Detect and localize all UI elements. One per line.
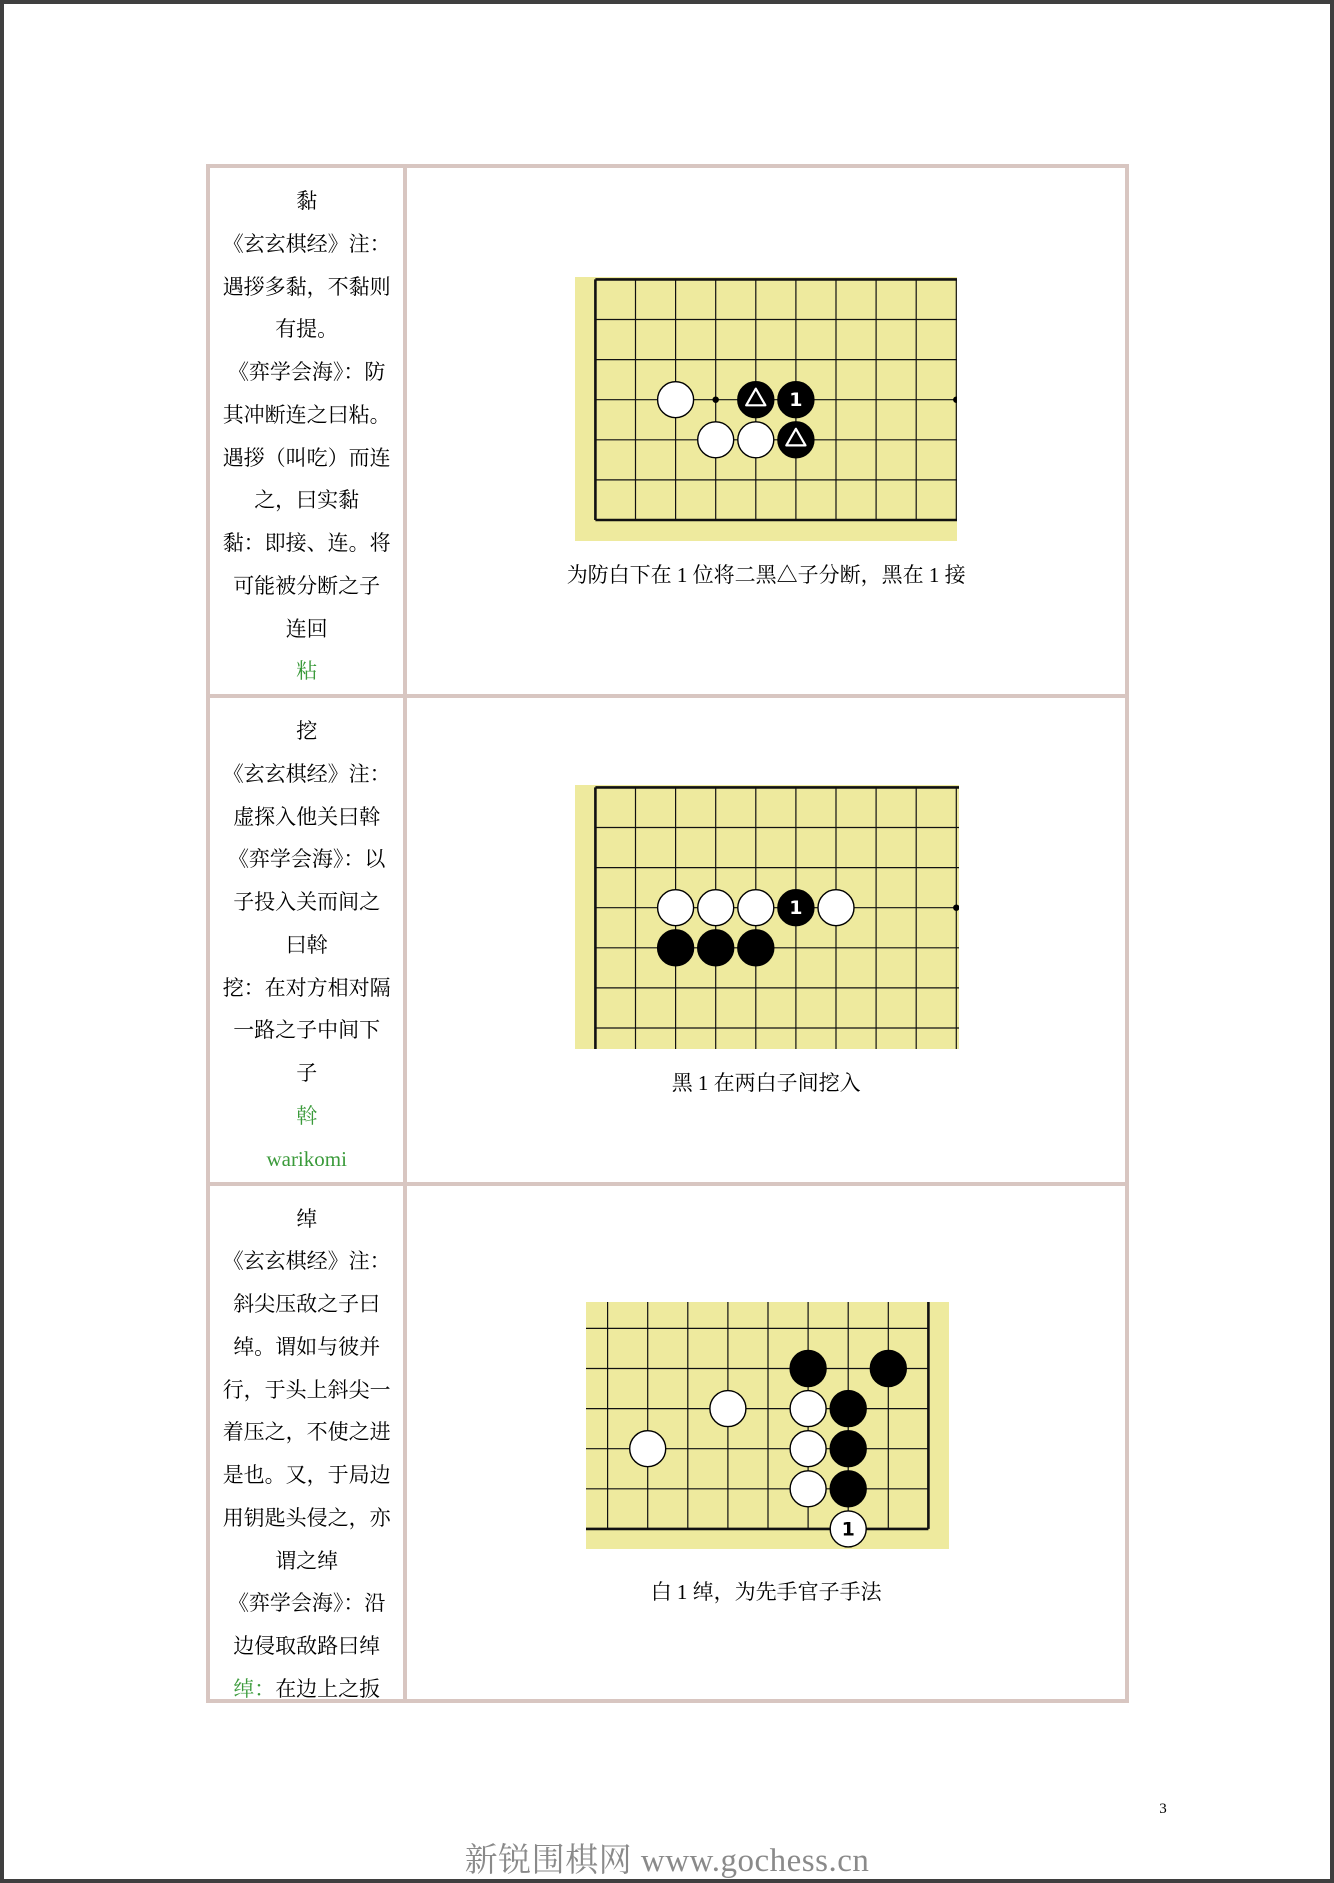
- definition-line: 绰。谓如与彼并: [233, 1334, 381, 1359]
- definition-line: 《弈学会海》：沿: [227, 1591, 386, 1616]
- stone-disc: [830, 1391, 866, 1427]
- stone-disc: [698, 422, 734, 458]
- black-stone: [778, 422, 814, 458]
- board-svg: [575, 785, 959, 1049]
- table-row-divider: [210, 694, 1125, 698]
- definition-line: 《玄玄棋经》注：: [222, 231, 391, 256]
- diagram-cell: [407, 698, 1125, 1182]
- black-stone: [738, 930, 774, 966]
- black-stone: [778, 890, 814, 926]
- board-svg: [575, 277, 957, 541]
- term-heading: 黏: [296, 189, 318, 213]
- white-stone: [738, 422, 774, 458]
- definition-line: 《弈学会海》：防: [227, 360, 386, 384]
- go-board-diagram: [575, 785, 959, 1049]
- definition-line: 行，于头上斜尖一: [222, 1377, 391, 1402]
- move-number-label: 1: [841, 1518, 855, 1541]
- definition-line: 挖：在对方相对隔: [222, 975, 391, 1000]
- stone-disc: [818, 890, 854, 926]
- stone-disc: [738, 382, 774, 418]
- white-stone: [658, 890, 694, 926]
- stone-disc: [738, 890, 774, 926]
- go-board-diagram: [586, 1302, 949, 1549]
- term-cell: [210, 168, 403, 694]
- stone-disc: [790, 1391, 826, 1427]
- alias-term: 粘: [296, 659, 318, 684]
- star-point: [712, 397, 718, 403]
- stone-disc: [830, 1471, 866, 1507]
- black-stone: [830, 1431, 866, 1467]
- stone-disc: [658, 930, 694, 966]
- definition-line: 其冲断连之曰粘。: [222, 402, 391, 427]
- diagram-caption: 黑 1 在两白子间挖入: [671, 1071, 861, 1095]
- definition-line: 用钥匙头侵之，亦: [222, 1505, 391, 1530]
- definition-line: 有提。: [275, 317, 339, 342]
- definition-text: 在边上之扳: [275, 1676, 381, 1699]
- page-number: 3: [1159, 1801, 1167, 1817]
- move-number-label: 1: [789, 389, 803, 412]
- definition-line: 是也。又，于局边: [222, 1463, 391, 1487]
- definition-line: 黏：即接、连。将: [222, 531, 391, 555]
- go-board-diagram: [575, 277, 957, 541]
- black-stone: [830, 1471, 866, 1507]
- definition-line: 可能被分断之子: [233, 573, 381, 598]
- diagram-caption: 为防白下在 1 位将二黑△子分断，黑在 1 接: [566, 563, 966, 587]
- stone-disc: [630, 1431, 666, 1467]
- black-stone: [778, 382, 814, 418]
- definition-line: 遇拶（叫吃）而连: [222, 445, 391, 470]
- definition-line: 子投入关而间之: [233, 890, 381, 914]
- definition-line: 谓之绰: [275, 1548, 339, 1573]
- glossary-table: [206, 164, 1129, 1703]
- stone-disc: [738, 422, 774, 458]
- white-stone: [698, 422, 734, 458]
- definition-line: [210, 1668, 403, 1699]
- stone-disc: [778, 422, 814, 458]
- stone-disc: [658, 890, 694, 926]
- definition-line: 一路之子中间下: [233, 1018, 381, 1043]
- term-cell: [210, 1186, 403, 1700]
- definition-line: 《玄玄棋经》注：: [222, 1249, 391, 1274]
- site-footer: 新锐围棋网 www.gochess.cn: [464, 1843, 870, 1879]
- definition-line: 着压之，不使之进: [222, 1420, 391, 1445]
- white-stone: [790, 1431, 826, 1467]
- stone-disc: [658, 382, 694, 418]
- stone-disc: [830, 1431, 866, 1467]
- stone-disc: [738, 930, 774, 966]
- table-row-divider: [210, 1182, 1125, 1186]
- board-svg: [586, 1302, 949, 1549]
- black-stone: [738, 382, 774, 418]
- white-stone: [818, 890, 854, 926]
- alias-term: warikomi: [266, 1146, 347, 1171]
- white-stone: [830, 1511, 866, 1547]
- move-number-label: 1: [789, 897, 803, 920]
- white-stone: [738, 890, 774, 926]
- black-stone: [830, 1391, 866, 1427]
- white-stone: [658, 382, 694, 418]
- definition-line: 连回: [285, 616, 328, 641]
- stone-disc: [698, 930, 734, 966]
- black-stone: [658, 930, 694, 966]
- diagram-cell: [407, 1186, 1125, 1700]
- definition-line: 《弈学会海》：以: [227, 847, 386, 872]
- definition-line: 子: [296, 1061, 318, 1085]
- white-stone: [710, 1391, 746, 1427]
- alias-term: 斡: [296, 1103, 318, 1128]
- term-heading: 挖: [296, 719, 318, 743]
- stone-disc: [790, 1471, 826, 1507]
- white-stone: [790, 1471, 826, 1507]
- definition-line: 斜尖压敌之子曰: [233, 1292, 381, 1316]
- definition-line: 虚探入他关曰斡: [233, 804, 381, 829]
- black-stone: [870, 1351, 906, 1387]
- table-column-divider: [403, 168, 407, 1699]
- definition-line: 边侵取敌路曰绰: [233, 1634, 381, 1658]
- white-stone: [630, 1431, 666, 1467]
- stone-disc: [710, 1391, 746, 1427]
- definition-line: 之，曰实黏: [254, 488, 360, 513]
- alias-term: 绰：: [233, 1676, 276, 1699]
- black-stone: [790, 1351, 826, 1387]
- white-stone: [790, 1391, 826, 1427]
- diagram-caption: 白 1 绰，为先手官子手法: [650, 1580, 882, 1604]
- definition-line: 《玄玄棋经》注：: [222, 761, 391, 786]
- stone-disc: [870, 1351, 906, 1387]
- definition-line: 曰斡: [285, 932, 328, 957]
- stone-disc: [698, 890, 734, 926]
- black-stone: [698, 930, 734, 966]
- stone-disc: [790, 1351, 826, 1387]
- white-stone: [698, 890, 734, 926]
- term-heading: 绰: [296, 1206, 318, 1231]
- definition-line: 遇拶多黏，不黏则: [222, 274, 391, 299]
- stone-disc: [790, 1431, 826, 1467]
- diagram-cell: [407, 168, 1125, 694]
- term-cell: [210, 698, 403, 1182]
